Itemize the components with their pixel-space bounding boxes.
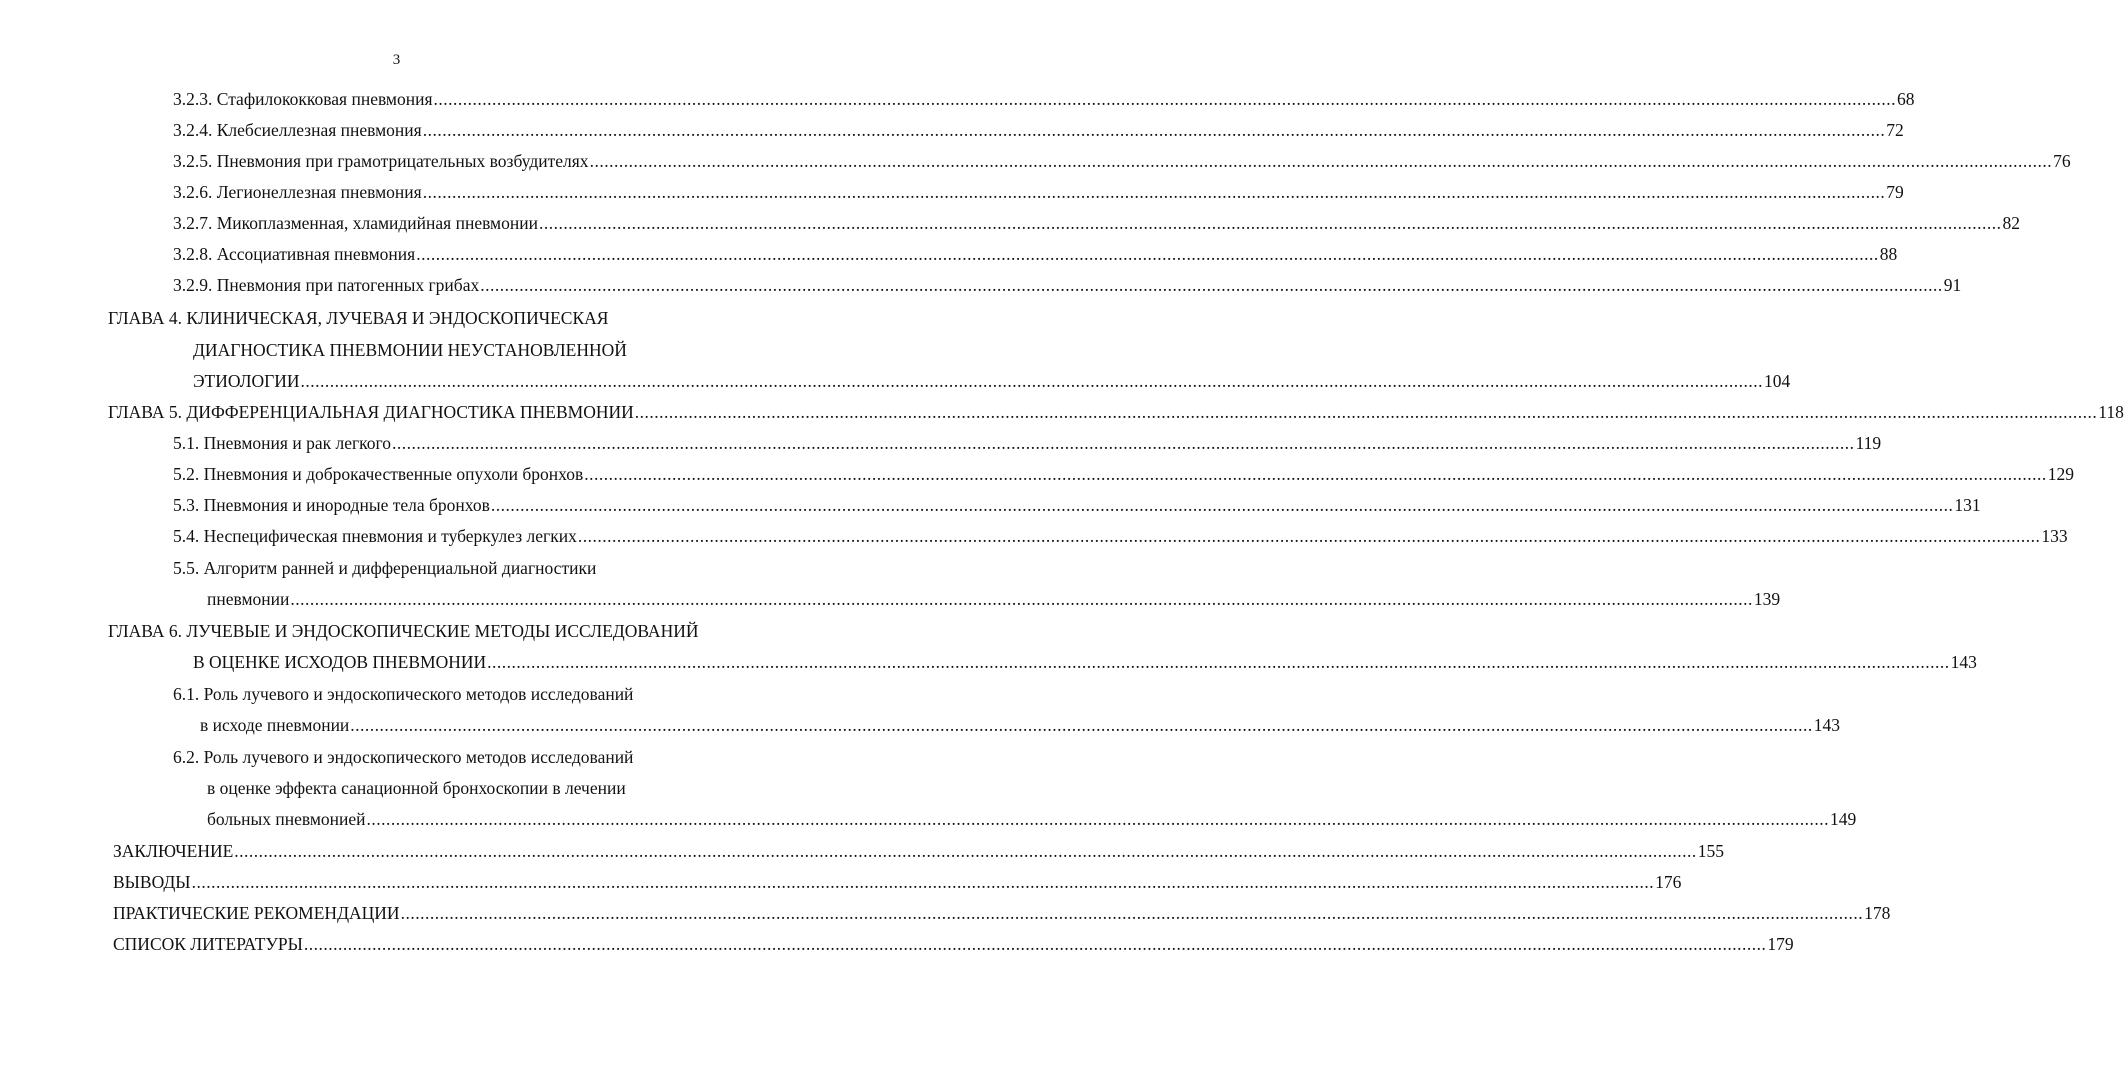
dot-leader: ............................................................................................................................................................................................................................................................................................................ bbox=[422, 120, 1886, 140]
toc-entry-title: 3.2.7. Микоплазменная, хламидийная пневмонии bbox=[173, 213, 538, 233]
dot-leader: ............................................................................................................................................................................................................................................................................................................ bbox=[422, 182, 1886, 202]
toc-entry-title: 3.2.8. Ассоциативная пневмония bbox=[173, 244, 416, 264]
toc-entry-page: 91 bbox=[1943, 275, 1962, 295]
chapter-6-heading: ГЛАВА 6. ЛУЧЕВЫЕ И ЭНДОСКОПИЧЕСКИЕ МЕТОДЫ ИССЛЕДОВАНИЙ bbox=[108, 621, 699, 641]
dot-leader: ............................................................................................................................................................................................................................................................................................................ bbox=[392, 433, 1855, 453]
toc-entry-page: 118 bbox=[2098, 402, 2124, 422]
toc-entry bbox=[173, 148, 2071, 174]
toc-entry-title: 6.2. Роль лучевого и эндоскопического методов исследований bbox=[173, 747, 634, 767]
toc-entry-title: 3.2.3. Стафилококковая пневмония bbox=[173, 89, 433, 109]
toc-entry bbox=[108, 399, 2124, 425]
toc-entry-title: СПИСОК ЛИТЕРАТУРЫ bbox=[113, 934, 303, 954]
toc-entry bbox=[193, 368, 1791, 394]
toc-entry-title: ГЛАВА 5. ДИФФЕРЕНЦИАЛЬНАЯ ДИАГНОСТИКА ПНЕВМОНИИ bbox=[108, 402, 634, 422]
dot-leader: ............................................................................................................................................................................................................................................................................................................ bbox=[634, 402, 2098, 422]
dot-leader: ............................................................................................................................................................................................................................................................................................................ bbox=[350, 715, 1813, 735]
toc-entry-title: 3.2.9. Пневмония при патогенных грибах bbox=[173, 275, 480, 295]
toc-entry-title: 5.2. Пневмония и доброкачественные опухоли бронхов bbox=[173, 464, 584, 484]
chapter-4-heading: ГЛАВА 4. КЛИНИЧЕСКАЯ, ЛУЧЕВАЯ И ЭНДОСКОПИЧЕСКАЯ bbox=[108, 308, 609, 328]
toc-entry-title: больных пневмонией bbox=[207, 809, 366, 829]
toc-entry bbox=[173, 523, 2068, 549]
chapter-4-heading-cont: ДИАГНОСТИКА ПНЕВМОНИИ НЕУСТАНОВЛЕННОЙ bbox=[193, 340, 627, 360]
toc-entry-page: 129 bbox=[2047, 464, 2074, 484]
toc-entry-page: 176 bbox=[1655, 872, 1682, 892]
toc-entry-page: 72 bbox=[1886, 120, 1904, 140]
dot-leader: ............................................................................................................................................................................................................................................................................................................ bbox=[303, 934, 1767, 954]
toc-entry bbox=[173, 430, 1882, 456]
toc-entry-title: 5.5. Алгоритм ранней и дифференциальной диагностики bbox=[173, 558, 597, 578]
toc-entry bbox=[207, 806, 1857, 832]
toc-entry bbox=[193, 649, 1977, 675]
toc-entry-title: В ОЦЕНКЕ ИСХОДОВ ПНЕВМОНИИ bbox=[193, 652, 487, 672]
dot-leader: ............................................................................................................................................................................................................................................................................................................ bbox=[366, 809, 1830, 829]
toc-entry-page: 178 bbox=[1864, 903, 1891, 923]
toc-entry-title: 5.4. Неспецифическая пневмония и туберкулез легких bbox=[173, 526, 577, 546]
toc-entry-title: ЭТИОЛОГИИ bbox=[193, 371, 300, 391]
toc-entry-page: 143 bbox=[1813, 715, 1841, 735]
dot-leader: ............................................................................................................................................................................................................................................................................................................ bbox=[487, 652, 1950, 672]
toc-entry bbox=[173, 179, 1904, 205]
toc-entry-title: ВЫВОДЫ bbox=[113, 872, 191, 892]
toc-entry bbox=[113, 838, 1725, 864]
dot-leader: ............................................................................................................................................................................................................................................................................................................ bbox=[480, 275, 1943, 295]
toc-entry-title: ЗАКЛЮЧЕНИЕ bbox=[113, 841, 234, 861]
toc-entry-title: 3.2.4. Клебсиеллезная пневмония bbox=[173, 120, 422, 140]
toc-entry-page: 104 bbox=[1764, 371, 1791, 391]
dot-leader: ............................................................................................................................................................................................................................................................................................................ bbox=[433, 89, 1897, 109]
toc-entry-page: 82 bbox=[2002, 213, 2020, 233]
toc-entry-page: 76 bbox=[2053, 151, 2071, 171]
toc-entry-page: 179 bbox=[1767, 934, 1794, 954]
dot-leader: ............................................................................................................................................................................................................................................................................................................ bbox=[538, 213, 2002, 233]
toc-entry bbox=[207, 586, 1781, 612]
toc-entry bbox=[173, 272, 1962, 298]
toc-entry-title: в оценке эффекта санационной бронхоскопии в лечении bbox=[207, 778, 626, 798]
toc-entry bbox=[173, 492, 1981, 518]
toc-entry-page: 119 bbox=[1855, 433, 1882, 453]
toc-entry-title: ПРАКТИЧЕСКИЕ РЕКОМЕНДАЦИИ bbox=[113, 903, 400, 923]
toc-entry bbox=[173, 210, 2020, 236]
toc-entry bbox=[173, 241, 1898, 267]
toc-entry-page: 131 bbox=[1954, 495, 1981, 515]
toc-entry bbox=[200, 712, 1841, 738]
page-number: 3 bbox=[392, 52, 401, 68]
toc-entry-page: 139 bbox=[1753, 589, 1781, 609]
toc-entry-page: 79 bbox=[1886, 182, 1904, 202]
dot-leader: ............................................................................................................................................................................................................................................................................................................ bbox=[400, 903, 1864, 923]
toc-entry bbox=[173, 86, 1915, 112]
toc-entry-title: 6.1. Роль лучевого и эндоскопического методов исследований bbox=[173, 684, 634, 704]
dot-leader: ............................................................................................................................................................................................................................................................................................................ bbox=[584, 464, 2047, 484]
toc-entry-page: 149 bbox=[1830, 809, 1857, 829]
dot-leader: ............................................................................................................................................................................................................................................................................................................ bbox=[589, 151, 2053, 171]
dot-leader: ............................................................................................................................................................................................................................................................................................................ bbox=[300, 371, 1764, 391]
toc-entry-page: 133 bbox=[2041, 526, 2068, 546]
toc-entry bbox=[173, 117, 1904, 143]
toc-entry-page: 68 bbox=[1897, 89, 1915, 109]
toc-entry-title: 3.2.6. Легионеллезная пневмония bbox=[173, 182, 422, 202]
toc-entry-title: 3.2.5. Пневмония при грамотрицательных возбудителях bbox=[173, 151, 589, 171]
toc-entry bbox=[113, 931, 1794, 957]
dot-leader: ............................................................................................................................................................................................................................................................................................................ bbox=[191, 872, 1655, 892]
toc-entry-title: в исходе пневмонии bbox=[200, 715, 350, 735]
toc-entry-title: 5.3. Пневмония и инородные тела бронхов bbox=[173, 495, 490, 515]
dot-leader: ............................................................................................................................................................................................................................................................................................................ bbox=[290, 589, 1753, 609]
dot-leader: ............................................................................................................................................................................................................................................................................................................ bbox=[416, 244, 1879, 264]
toc-entry bbox=[113, 869, 1682, 895]
toc-entry-title: 5.1. Пневмония и рак легкого bbox=[173, 433, 392, 453]
dot-leader: ............................................................................................................................................................................................................................................................................................................ bbox=[577, 526, 2041, 546]
toc-entry-page: 143 bbox=[1950, 652, 1977, 672]
toc-entry bbox=[113, 900, 1891, 926]
dot-leader: ............................................................................................................................................................................................................................................................................................................ bbox=[490, 495, 1954, 515]
toc-entry-page: 88 bbox=[1879, 244, 1898, 264]
toc-entry-page: 155 bbox=[1697, 841, 1725, 861]
toc-entry bbox=[173, 461, 2074, 487]
toc-entry-title: пневмонии bbox=[207, 589, 290, 609]
dot-leader: ............................................................................................................................................................................................................................................................................................................ bbox=[234, 841, 1697, 861]
